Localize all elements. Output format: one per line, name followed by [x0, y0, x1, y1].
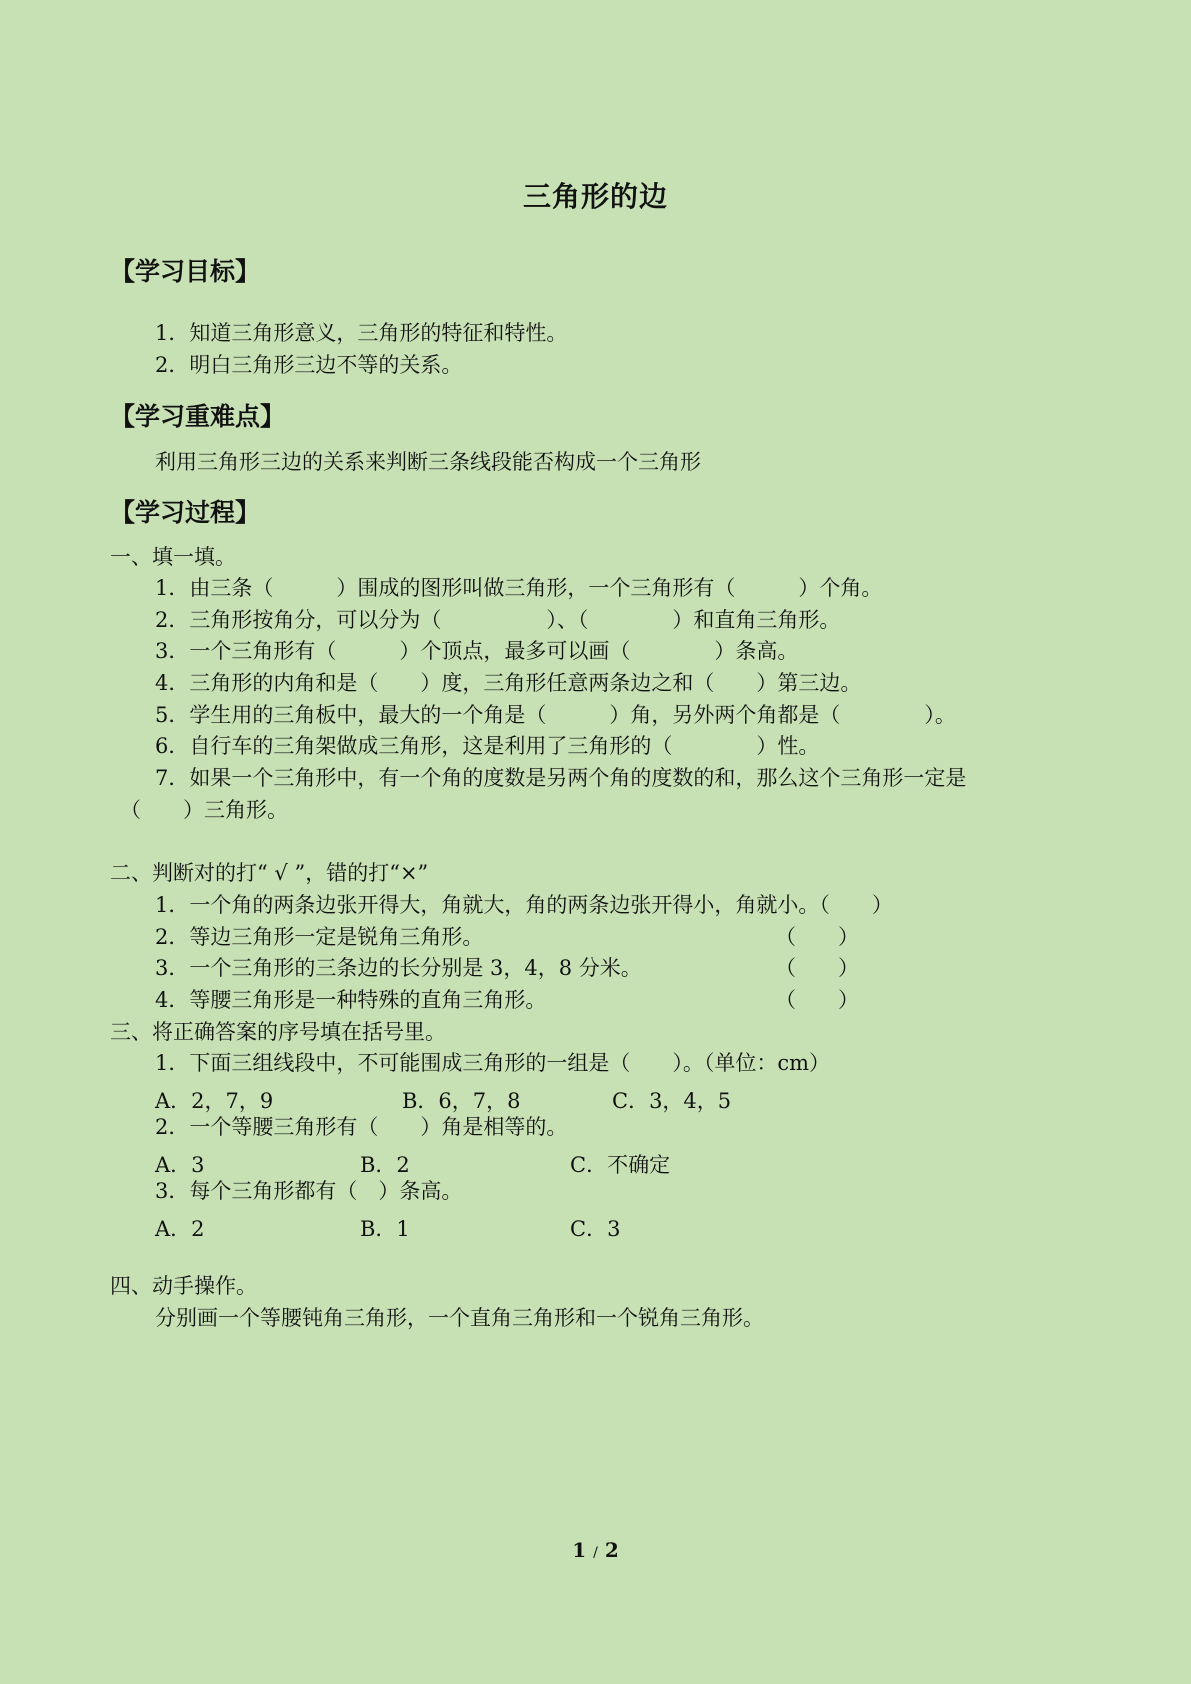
goal-item: 2．明白三角形三边不等的关系。	[155, 353, 463, 377]
option-a: A．2	[155, 1217, 205, 1241]
part1-item: 5．学生用的三角板中，最大的一个角是（ ）角，另外两个角都是（ ）。	[155, 703, 956, 727]
option-b: B．2	[360, 1153, 410, 1177]
part1-item: 1．由三条（ ）围成的图形叫做三角形，一个三角形有（ ）个角。	[155, 576, 883, 600]
goal-item: 1．知道三角形意义，三角形的特征和特性。	[155, 321, 568, 345]
part1-item-continuation: （ ）三角形。	[120, 798, 288, 822]
answer-bracket: （ ）	[775, 956, 859, 980]
answer-bracket: （ ）	[775, 925, 859, 949]
page-current: 1	[572, 1538, 587, 1562]
part2-item: 2．等边三角形一定是锐角三角形。	[155, 925, 484, 949]
page-title: 三角形的边	[522, 180, 668, 213]
part1-item: 6．自行车的三角架做成三角形，这是利用了三角形的（ ）性。	[155, 734, 820, 758]
part2-item: 4．等腰三角形是一种特殊的直角三角形。	[155, 988, 547, 1012]
page-total: 2	[604, 1538, 619, 1562]
part2-item: 3．一个三角形的三条边的长分别是 3，4，8 分米。	[155, 956, 642, 980]
option-c: C．3	[570, 1217, 621, 1241]
option-c: C．3，4，5	[612, 1089, 732, 1113]
part1-item: 3．一个三角形有（ ）个顶点，最多可以画（ ）条高。	[155, 639, 799, 663]
part1-item: 7．如果一个三角形中，有一个角的度数是另两个角的度数的和，那么这个三角形一定是	[155, 766, 967, 790]
part3-heading: 三、将正确答案的序号填在括号里。	[110, 1020, 446, 1044]
option-a: A．2，7，9	[155, 1089, 274, 1113]
option-b: B．6，7，8	[402, 1089, 521, 1113]
part1-item: 2．三角形按角分，可以分为（ ）、（ ）和直角三角形。	[155, 608, 841, 632]
part1-heading: 一、填一填。	[110, 545, 236, 569]
part2-heading: 二、判断对的打“ √ ”，错的打“×”	[110, 861, 429, 885]
part4-heading: 四、动手操作。	[110, 1274, 257, 1298]
part3-question: 2．一个等腰三角形有（ ）角是相等的。	[155, 1115, 568, 1139]
option-a: A．3	[155, 1153, 205, 1177]
page-number	[0, 1538, 1191, 1562]
part2-item: 1．一个角的两条边张开得大，角就大，角的两条边张开得小，角就小。（ ）	[155, 893, 893, 917]
page-separator: /	[593, 1545, 598, 1561]
answer-bracket: （ ）	[775, 988, 859, 1012]
key-points-text: 利用三角形三边的关系来判断三条线段能否构成一个三角形	[155, 450, 701, 474]
process-heading: 【学习过程】	[110, 498, 261, 527]
key-points-heading: 【学习重难点】	[110, 402, 286, 431]
part1-item: 4．三角形的内角和是（ ）度，三角形任意两条边之和（ ）第三边。	[155, 671, 862, 695]
part3-question: 3．每个三角形都有（ ）条高。	[155, 1179, 463, 1203]
option-b: B．1	[360, 1217, 410, 1241]
option-c: C．不确定	[570, 1153, 671, 1177]
goals-heading: 【学习目标】	[110, 257, 261, 286]
part4-text: 分别画一个等腰钝角三角形，一个直角三角形和一个锐角三角形。	[155, 1306, 764, 1330]
part3-question: 1．下面三组线段中，不可能围成三角形的一组是（ ）。（单位：cm）	[155, 1051, 831, 1075]
